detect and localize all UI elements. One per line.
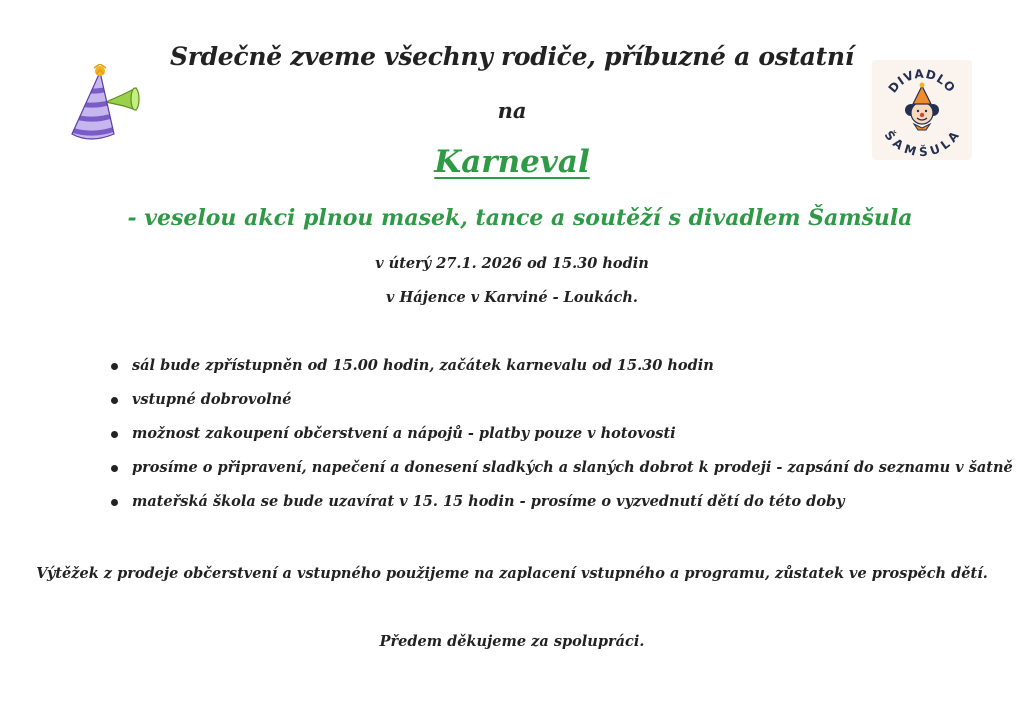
bullet-icon [111, 465, 118, 472]
list-item [108, 425, 1013, 459]
list-item [108, 391, 1013, 425]
list-item-text: mateřská škola se bude uzavírat v 15. 15 hodin - prosíme o vyzvednutí dětí do této doby [132, 493, 845, 510]
proceeds-note: Výtěžek z prodeje občerstvení a vstupného použijeme na zaplacení vstupného a programu, zůstatek ve prospěch dětí. [36, 565, 988, 582]
logo-text-bottom: ŠAMŠULA [881, 128, 963, 160]
bullet-icon [111, 363, 118, 370]
list-item-text: prosíme o připravení, napečení a donesení sladkých a slaných dobrot k prodeji - zapsání do seznamu v šatně [132, 459, 1013, 476]
invitation-heading: Srdečně zveme všechny rodiče, příbuzné a ostatní [170, 42, 854, 71]
list-item-text: vstupné dobrovolné [132, 391, 292, 408]
invitation-connector: na [497, 98, 527, 123]
bullet-icon [111, 397, 118, 404]
list-item [108, 459, 1013, 493]
list-item-text: možnost zakoupení občerstvení a nápojů - platby pouze v hotovosti [132, 425, 676, 442]
list-item [108, 493, 1013, 527]
event-date: v úterý 27.1. 2026 od 15.30 hodin [375, 255, 649, 272]
event-place: v Hájence v Karviné - Loukách. [386, 289, 638, 306]
event-title: Karneval [434, 144, 590, 180]
info-list [108, 357, 1013, 527]
event-subtitle: - veselou akci plnou masek, tance a soutěží s divadlem Šamšula [127, 205, 913, 231]
list-item [108, 357, 1013, 391]
bullet-icon [111, 499, 118, 506]
list-item-text: sál bude zpřístupněn od 15.00 hodin, začátek karnevalu od 15.30 hodin [132, 357, 714, 374]
logo-text-top: DIVADLO [885, 66, 959, 96]
bullet-icon [111, 431, 118, 438]
thanks-note: Předem děkujeme za spolupráci. [379, 633, 645, 650]
